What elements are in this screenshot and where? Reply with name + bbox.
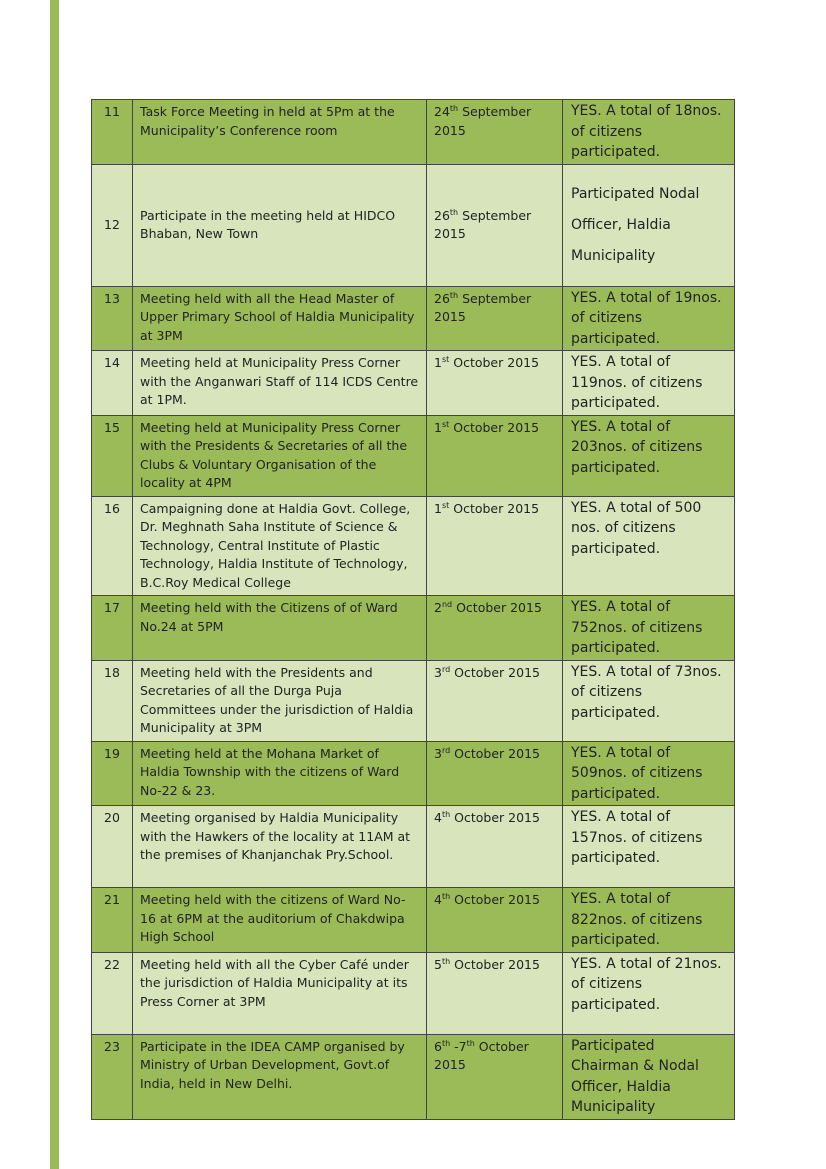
event-description: Meeting held with the Citizens of of Ward No.24 at 5PM	[133, 596, 427, 661]
event-date: 3rd October 2015	[427, 660, 563, 741]
event-date: 24th September 2015	[427, 100, 563, 165]
event-date: 3rd October 2015	[427, 741, 563, 806]
event-date: 5th October 2015	[427, 952, 563, 1034]
serial-number: 12	[92, 164, 133, 286]
serial-number: 21	[92, 888, 133, 953]
serial-number: 17	[92, 596, 133, 661]
table-row	[92, 351, 735, 416]
serial-number: 20	[92, 806, 133, 888]
participation-result: YES. A total of 119nos. of citizens participated.	[563, 351, 735, 416]
participation-result: YES. A total of 509nos. of citizens participated.	[563, 741, 735, 806]
table-row	[92, 806, 735, 888]
event-date: 26th September 2015	[427, 286, 563, 351]
participation-result: YES. A total of 73nos. of citizens participated.	[563, 660, 735, 741]
event-date: 26th September 2015	[427, 164, 563, 286]
event-description: Meeting held at Municipality Press Corner with the Anganwari Staff of 114 ICDS Centre at 1PM.	[133, 351, 427, 416]
table-row	[92, 952, 735, 1034]
participation-result: YES. A total of 203nos. of citizens participated.	[563, 415, 735, 496]
table-row	[92, 415, 735, 496]
event-date: 1st October 2015	[427, 496, 563, 596]
event-date: 1st October 2015	[427, 415, 563, 496]
table-row	[92, 100, 735, 165]
serial-number: 22	[92, 952, 133, 1034]
table-row	[92, 888, 735, 953]
table-row	[92, 741, 735, 806]
table-row	[92, 1034, 735, 1119]
event-date: 6th -7th October 2015	[427, 1034, 563, 1119]
table-row	[92, 596, 735, 661]
event-date: 1st October 2015	[427, 351, 563, 416]
event-description: Campaigning done at Haldia Govt. College, Dr. Meghnath Saha Institute of Science & Technology, Central Institute of Plastic Technology, Haldia Institute of Technology, B.C.Roy Medical College	[133, 496, 427, 596]
table-row	[92, 164, 735, 286]
serial-number: 23	[92, 1034, 133, 1119]
table-row	[92, 496, 735, 596]
serial-number: 13	[92, 286, 133, 351]
participation-result: YES. A total of 19nos. of citizens participated.	[563, 286, 735, 351]
event-description: Meeting held with all the Cyber Café under the jurisdiction of Haldia Municipality at its Press Corner at 3PM	[133, 952, 427, 1034]
participation-result: YES. A total of 822nos. of citizens participated.	[563, 888, 735, 953]
participation-result: Participated Chairman & Nodal Officer, Haldia Municipality	[563, 1034, 735, 1119]
serial-number: 11	[92, 100, 133, 165]
serial-number: 15	[92, 415, 133, 496]
left-accent-bar	[50, 0, 59, 1169]
event-date: 4th October 2015	[427, 806, 563, 888]
serial-number: 14	[92, 351, 133, 416]
serial-number: 18	[92, 660, 133, 741]
table-row	[92, 660, 735, 741]
participation-result: YES. A total of 18nos. of citizens participated.	[563, 100, 735, 165]
event-description: Meeting held at the Mohana Market of Haldia Township with the citizens of Ward No-22 & 23.	[133, 741, 427, 806]
participation-result: YES. A total of 21nos. of citizens participated.	[563, 952, 735, 1034]
table-row	[92, 286, 735, 351]
serial-number: 19	[92, 741, 133, 806]
participation-result: Participated Nodal Officer, Haldia Municipality	[563, 164, 735, 286]
event-description: Meeting held with the Presidents and Secretaries of all the Durga Puja Committees under the jurisdiction of Haldia Municipality at 3PM	[133, 660, 427, 741]
event-description: Meeting organised by Haldia Municipality with the Hawkers of the locality at 11AM at the premises of Khanjanchak Pry.School.	[133, 806, 427, 888]
event-date: 2nd October 2015	[427, 596, 563, 661]
event-description: Meeting held at Municipality Press Corner with the Presidents & Secretaries of all the Clubs & Voluntary Organisation of the locality at 4PM	[133, 415, 427, 496]
event-date: 4th October 2015	[427, 888, 563, 953]
event-description: Meeting held with the citizens of Ward No-16 at 6PM at the auditorium of Chakdwipa High School	[133, 888, 427, 953]
participation-result: YES. A total of 500 nos. of citizens participated.	[563, 496, 735, 596]
participation-result: YES. A total of 752nos. of citizens participated.	[563, 596, 735, 661]
event-description: Task Force Meeting in held at 5Pm at the Municipality’s Conference room	[133, 100, 427, 165]
event-description: Participate in the meeting held at HIDCO Bhaban, New Town	[133, 164, 427, 286]
event-description: Meeting held with all the Head Master of Upper Primary School of Haldia Municipality at 3PM	[133, 286, 427, 351]
participation-result: YES. A total of 157nos. of citizens participated.	[563, 806, 735, 888]
events-table	[91, 99, 735, 1120]
event-description: Participate in the IDEA CAMP organised by Ministry of Urban Development, Govt.of India, held in New Delhi.	[133, 1034, 427, 1119]
serial-number: 16	[92, 496, 133, 596]
